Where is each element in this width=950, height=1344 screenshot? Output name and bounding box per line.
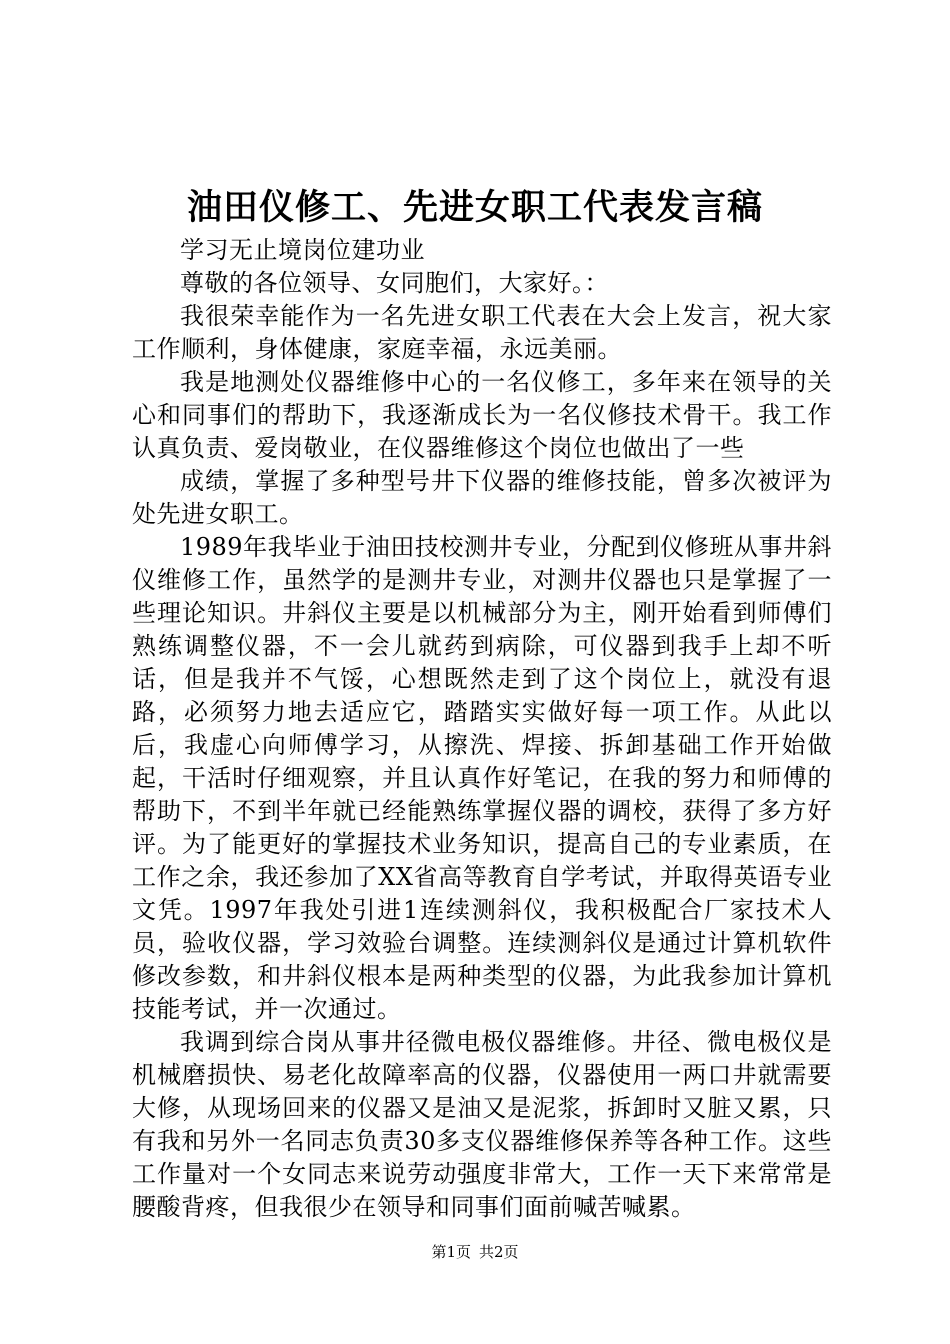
body-paragraph: 我是地测处仪器维修中心的一名仪修工，多年来在领导的关心和同事们的帮助下，我逐渐成长为一名仪修技术骨干。我工作认真负责、爱岗敬业，在仪器维修这个岗位也做出了一些 — [132, 368, 832, 462]
salutation-paragraph: 尊敬的各位领导、女同胞们，大家好。： — [180, 269, 609, 297]
body-paragraph: 我调到综合岗从事井径微电极仪器维修。井径、微电极仪是机械磨损快、易老化故障率高的仪器，仪器使用一两口井就需要大修，从现场回来的仪器又是油又是泥浆，拆卸时又脏又累，只有我和另外一名同志负责30多支仪器维修保养等各种工作。这些工作量对一个女同志来说劳动强度非常大，工作一天下来常常是腰酸背疼，但我很少在领导和同事们面前喊苦喊累。 — [132, 1028, 832, 1221]
body-paragraph: 我很荣幸能作为一名先进女职工代表在大会上发言，祝大家工作顺利，身体健康，家庭幸福，永远美丽。 — [132, 302, 832, 363]
document-title: 油田仪修工、先进女职工代表发言稿 — [186, 187, 763, 228]
document-body — [132, 234, 832, 1224]
body-paragraph: 1989年我毕业于油田技校测井专业，分配到仪修班从事井斜仪维修工作，虽然学的是测井专业，对测井仪器也只是掌握了一些理论知识。井斜仪主要是以机械部分为主，刚开始看到师傅们熟练调整仪器，不一会儿就药到病除，可仪器到我手上却不听话，但是我并不气馁，心想既然走到了这个岗位上，就没有退路，必须努力地去适应它，踏踏实实做好每一项工作。从此以后，我虚心向师傅学习，从擦洗、焊接、拆卸基础工作开始做起，干活时仔细观察，并且认真作好笔记，在我的努力和师傅的帮助下，不到半年就已经能熟练掌握仪器的调校，获得了多方好评。为了能更好的掌握技术业务知识，提高自己的专业素质，在工作之余，我还参加了XX省高等教育自学考试，并取得英语专业文凭。1997年我处引进1连续测斜仪，我积极配合厂家技术人员，验收仪器，学习效验台调整。连续测斜仪是通过计算机软件修改参数，和井斜仪根本是两种类型的仪器，为此我参加计算机技能考试，并一次通过。 — [132, 533, 832, 1023]
subtitle-paragraph: 学习无止境岗位建功业 — [180, 236, 425, 264]
page-total: 共2页 — [479, 1243, 519, 1261]
page-footer — [0, 1241, 950, 1263]
body-paragraph: 成绩，掌握了多种型号井下仪器的维修技能，曾多次被评为处先进女职工。 — [132, 467, 832, 528]
page-number: 第1页 — [431, 1243, 471, 1261]
